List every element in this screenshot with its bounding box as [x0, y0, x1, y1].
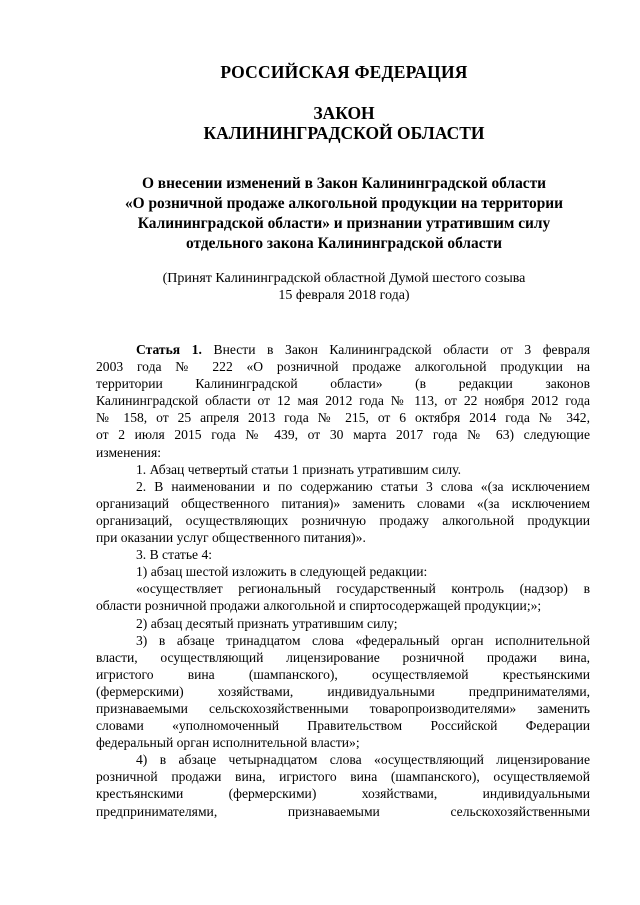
item-line: (фермерскими) хозяйствами, индивидуальными предпринимателями, [96, 683, 590, 699]
list-item [96, 478, 590, 546]
adoption-note-line: 15 февраля 2018 года) [278, 288, 410, 303]
law-heading-line1: ЗАКОН [313, 103, 375, 123]
list-item [96, 461, 590, 478]
law-title-line: «О розничной продаже алкогольной продукции на территории [124, 195, 564, 212]
law-title [96, 174, 592, 254]
item-line: власти, осуществляющий лицензирование розничной продажи вина, [96, 649, 590, 665]
item-line: 2. В наименовании и по содержанию статьи 3 слова «(за исключением [136, 478, 590, 494]
article-1-text-line: № 158, от 25 апреля 2013 года № 215, от 6 октября 2014 года № 342, [96, 410, 590, 426]
article-1-label: Статья 1. [136, 342, 202, 357]
article-1-text-line: Внести в Закон Калининградской области от 3 февраля [213, 342, 590, 357]
list-item [96, 751, 590, 819]
list-item [96, 546, 590, 563]
article-1-text-line: территории Калининградской области» (в редакции законов [96, 376, 590, 392]
item-line: игристого вина (шампанского), осуществляемой крестьянскими [96, 666, 590, 682]
list-item [96, 632, 590, 752]
law-heading [96, 103, 592, 143]
article-1-text-line: Калининградской области от 12 мая 2012 года № 113, от 22 ноября 2012 года [96, 393, 590, 409]
list-item [96, 580, 590, 614]
item-line: организаций, осуществляющих розничную продажу алкогольной продукции [96, 512, 590, 528]
item-line: федеральный орган исполнительной власти»; [96, 735, 360, 751]
article-1-text-line: 2003 года № 222 «О розничной продаже алкогольной продукции на [96, 359, 590, 375]
article-1-text-line: изменения: [96, 444, 161, 460]
item-line: «осуществляет региональный государственный контроль (надзор) в [136, 581, 590, 597]
list-item [96, 615, 590, 632]
law-heading-line2: КАЛИНИНГРАДСКОЙ ОБЛАСТИ [203, 123, 485, 143]
item-line: при оказании услуг общественного питания)». [96, 530, 366, 546]
adoption-note [96, 270, 592, 304]
list-item [96, 563, 590, 580]
item-line: крестьянскими (фермерскими) хозяйствами, индивидуальными [96, 786, 590, 802]
item-line: 1. Абзац четвертый статьи 1 признать утратившим силу. [136, 461, 461, 477]
law-title-line: О внесении изменений в Закон Калининградской области [141, 175, 547, 192]
item-line: 4) в абзаце четырнадцатом слова «осуществляющий лицензирование [136, 752, 590, 768]
item-line: розничной продажи вина, игристого вина (шампанского), осуществляемой [96, 769, 590, 785]
item-line: словами «уполномоченный Правительством Российской Федерации [96, 718, 590, 734]
item-line: признаваемыми сельскохозяйственными товаропроизводителями» заменить [96, 700, 590, 716]
article-1-paragraph [96, 341, 590, 461]
article-1-text-line: от 2 июля 2015 года № 439, от 30 марта 2017 года № 63) следующие [96, 427, 590, 443]
item-line: 3. В статье 4: [136, 547, 213, 563]
item-line: 2) абзац десятый признать утратившим силу; [136, 615, 398, 631]
article-1-first-line [96, 341, 590, 358]
item-line: области розничной продажи алкогольной и спиртосодержащей продукции;»; [96, 598, 542, 614]
item-line: предпринимателями, признаваемыми сельскохозяйственными [96, 803, 590, 819]
item-line: 3) в абзаце тринадцатом слова «федеральный орган исполнительной [136, 632, 590, 648]
document-body [96, 341, 590, 820]
federation-heading: РОССИЙСКАЯ ФЕДЕРАЦИЯ [220, 62, 468, 82]
law-title-line: Калининградской области» и признании утратившим силу [137, 215, 551, 232]
law-title-line: отдельного закона Калининградской области [185, 235, 503, 252]
item-line: 1) абзац шестой изложить в следующей редакции: [136, 564, 428, 580]
item-line: организаций общественного питания)» заменить словами «(за исключением [96, 495, 590, 511]
adoption-note-line: (Принят Калининградской областной Думой шестого созыва [162, 271, 526, 286]
